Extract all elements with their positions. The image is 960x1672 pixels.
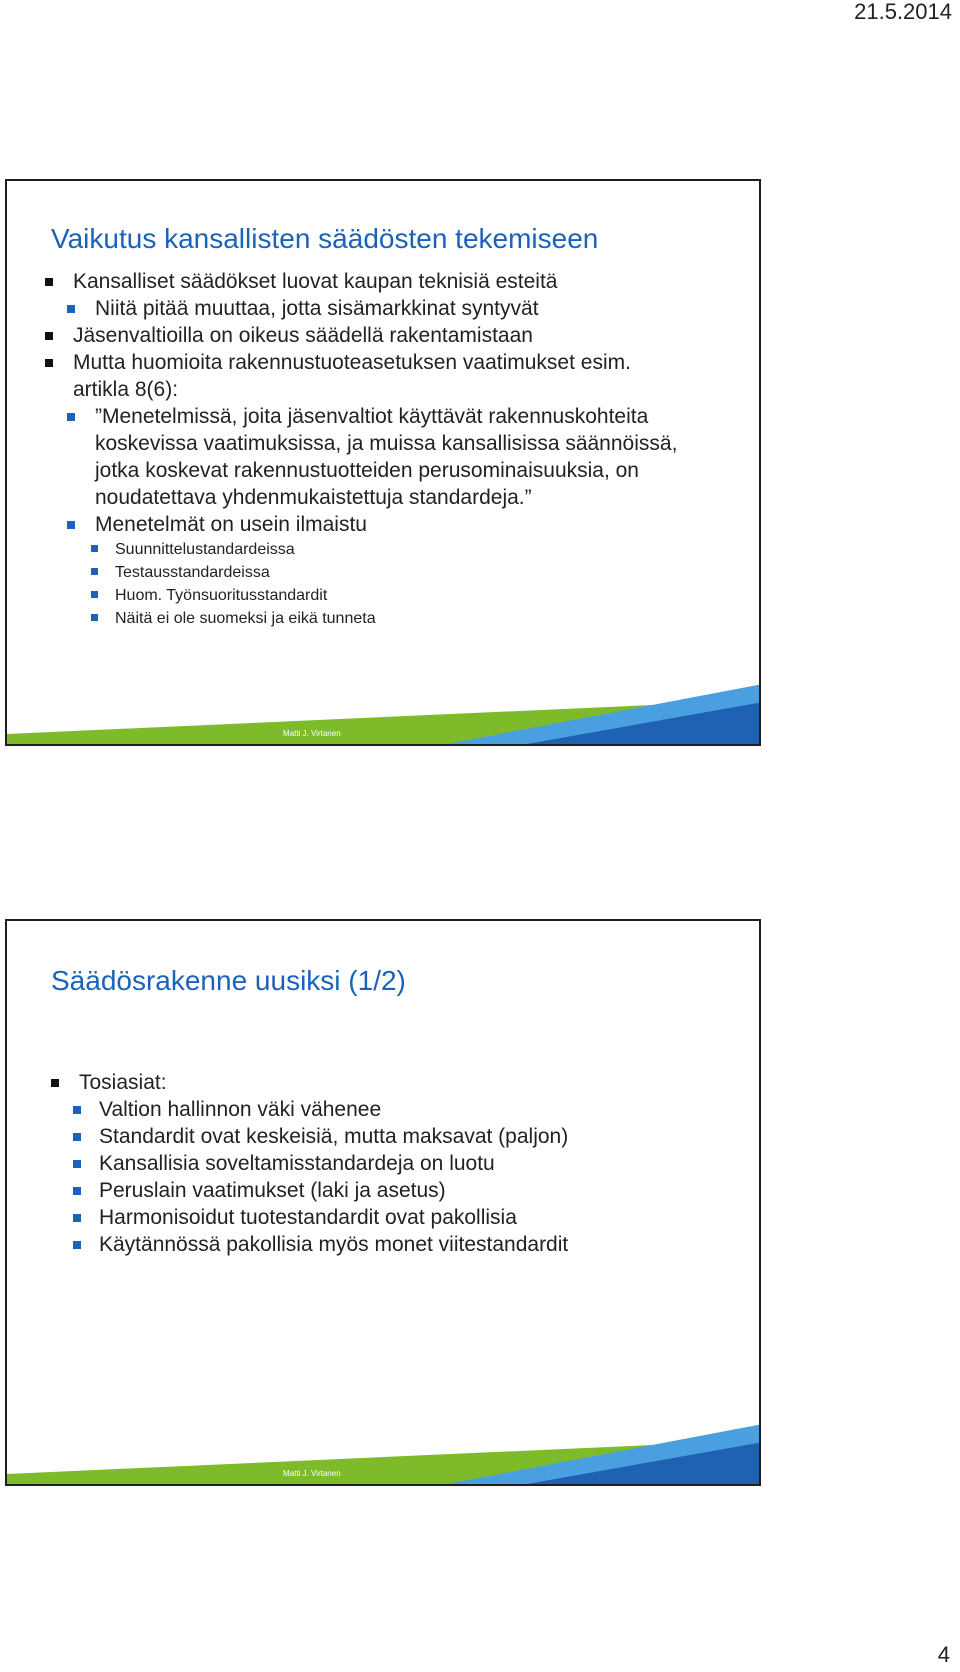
square-bullet-icon — [73, 1160, 81, 1168]
square-bullet-icon — [67, 413, 75, 421]
square-bullet-icon — [91, 614, 98, 621]
list-item: Käytännössä pakollisia myös monet viitestandardit — [7, 1231, 747, 1258]
footer-wave-decoration — [7, 1414, 761, 1484]
list-item: Kansallisia soveltamisstandardeja on luotu — [7, 1150, 747, 1177]
square-bullet-icon — [45, 278, 53, 286]
square-bullet-icon — [67, 305, 75, 313]
square-bullet-icon — [91, 545, 98, 552]
list-item: Menetelmät on usein ilmaistu — [7, 511, 747, 538]
square-bullet-icon — [73, 1241, 81, 1249]
list-item: Mutta huomioita rakennustuoteasetuksen vaatimukset esim. — [7, 349, 747, 376]
slide-2-bullet-list — [7, 1069, 747, 1258]
list-item: Näitä ei ole suomeksi ja eikä tunneta — [7, 607, 747, 630]
list-item-continuation: koskevissa vaatimuksissa, ja muissa kansallisissa säännöissä, — [95, 432, 678, 455]
slide-2-title: Säädösrakenne uusiksi (1/2) — [51, 965, 406, 996]
page-number: 4 — [937, 1642, 950, 1667]
footer-author: Matti J. Virtanen — [283, 1469, 341, 1478]
list-item: Testausstandardeissa — [7, 561, 747, 584]
list-item: Niitä pitää muuttaa, jotta sisämarkkinat syntyvät — [7, 295, 747, 322]
square-bullet-icon — [91, 591, 98, 598]
list-item: Harmonisoidut tuotestandardit ovat pakollisia — [7, 1204, 747, 1231]
list-item: Standardit ovat keskeisiä, mutta maksavat (paljon) — [7, 1123, 747, 1150]
slide-1-bullet-list — [7, 268, 747, 630]
square-bullet-icon — [91, 568, 98, 575]
square-bullet-icon — [73, 1214, 81, 1222]
list-item: Huom. Työnsuoritusstandardit — [7, 584, 747, 607]
footer-author: Matti J. Virtanen — [283, 729, 341, 738]
list-item-continuation: artikla 8(6): — [73, 378, 179, 401]
list-item: ”Menetelmissä, joita jäsenvaltiot käyttävät rakennuskohteita — [7, 403, 747, 430]
list-item: Suunnittelustandardeissa — [7, 538, 747, 561]
list-item-continuation: noudatettava yhdenmukaistettuja standardeja.” — [95, 486, 532, 509]
slide-2 — [5, 919, 761, 1486]
square-bullet-icon — [45, 359, 53, 367]
square-bullet-icon — [67, 521, 75, 529]
square-bullet-icon — [45, 332, 53, 340]
slide-footer — [7, 674, 759, 744]
list-item: Jäsenvaltioilla on oikeus säädellä rakentamistaan — [7, 322, 747, 349]
footer-wave-decoration — [7, 674, 761, 744]
square-bullet-icon — [73, 1187, 81, 1195]
list-item: Tosiasiat: — [7, 1069, 747, 1096]
list-item-continuation: jotka koskevat rakennustuotteiden perusominaisuuksia, on — [95, 459, 639, 482]
slide-footer — [7, 1414, 759, 1484]
square-bullet-icon — [73, 1133, 81, 1141]
list-item: Valtion hallinnon väki vähenee — [7, 1096, 747, 1123]
slide-1 — [5, 179, 761, 746]
page-date: 21.5.2014 — [854, 0, 952, 24]
square-bullet-icon — [73, 1106, 81, 1114]
list-item: Kansalliset säädökset luovat kaupan teknisiä esteitä — [7, 268, 747, 295]
slide-1-title: Vaikutus kansallisten säädösten tekemiseen — [51, 223, 599, 254]
list-item: Peruslain vaatimukset (laki ja asetus) — [7, 1177, 747, 1204]
square-bullet-icon — [51, 1079, 59, 1087]
